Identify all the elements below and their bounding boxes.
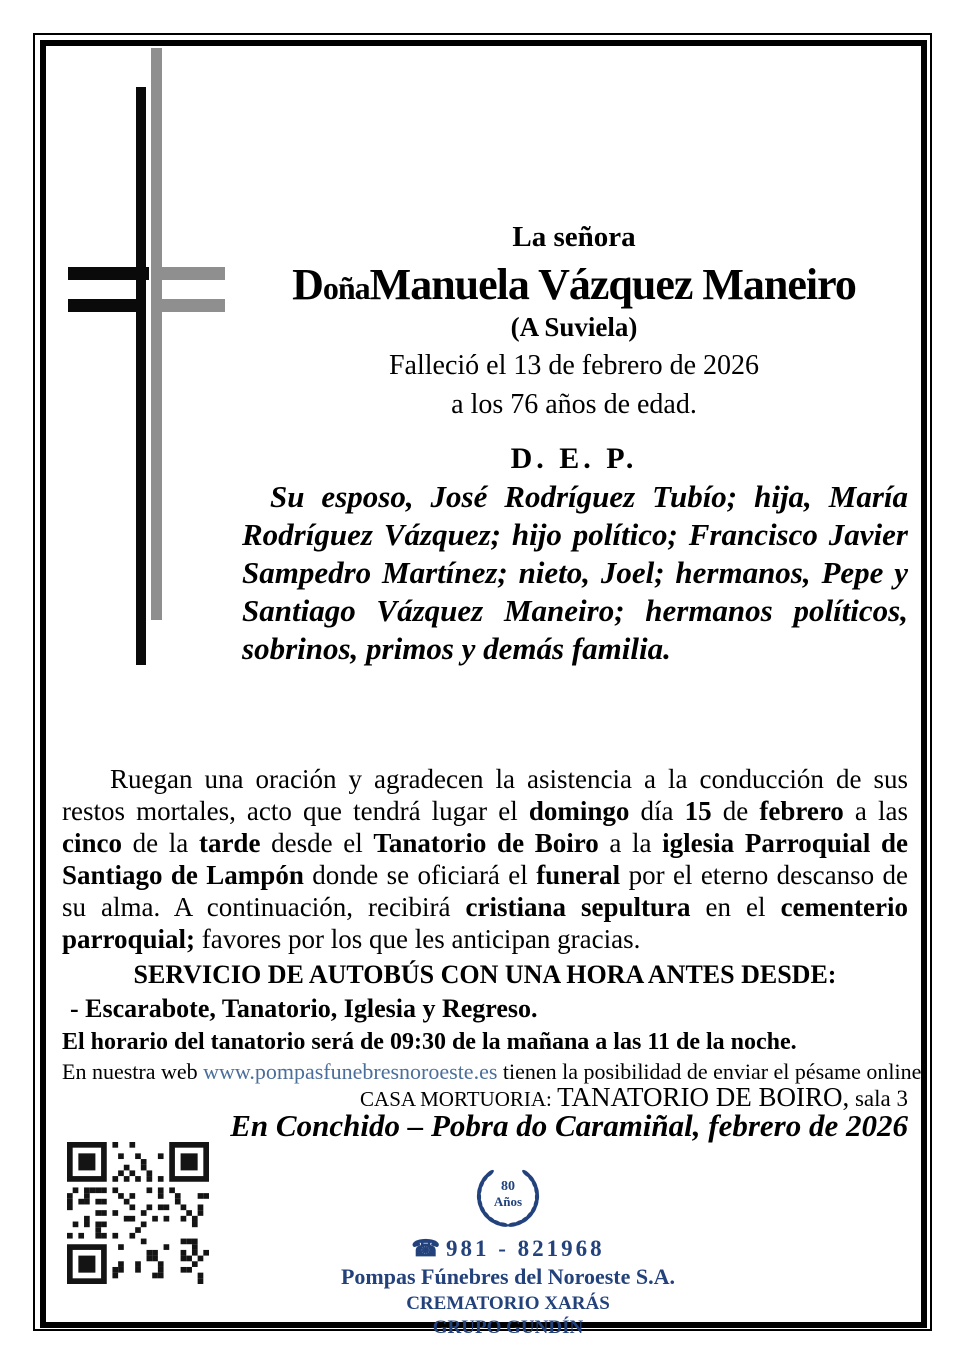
place-date-line: En Conchido – Pobra do Caramiñal, febrero de 2026 — [230, 1108, 908, 1143]
anniversary-label: Años — [493, 1194, 523, 1209]
deceased-name — [240, 260, 908, 311]
family-paragraph: Su esposo, José Rodríguez Tubío; hija, María Rodríguez Vázquez; hijo político; Francisco Javier Sampedro Martínez; nieto, Joel; hermanos, Pepe y Santiago Vázquez Maneiro; hermanos políticos, sobrinos, primos y demás familia. — [242, 479, 908, 666]
phone-number: 981 - 821968 — [445, 1236, 605, 1261]
cross-gray-vertical-bar — [151, 48, 162, 620]
main-paragraph-segment: domingo — [528, 796, 630, 826]
funeral-home-footer — [258, 1156, 758, 1339]
mortuary-place: TANATORIO DE BOIRO, — [557, 1082, 850, 1112]
name-main: Manuela Vázquez Maneiro — [369, 259, 856, 309]
cross-black-vertical-bar — [136, 87, 146, 665]
age-line: a los 76 años de edad. — [451, 389, 697, 421]
name-prefix: Doña — [292, 259, 370, 309]
tanatorio-schedule-line: El horario del tanatorio será de 09:30 de la mañana a las 11 de la noche. — [62, 1029, 797, 1055]
web-line-suffix: tienen la posibilidad de enviar el pésame online. — [497, 1059, 927, 1084]
main-paragraph-segment: por el eterno descanso de su alma. A continuación, recibirá — [62, 860, 909, 922]
main-paragraph-segment: Ruegan una oración y agradecen la asistencia a la conducción de sus restos mortales, acto que tendrá lugar el — [62, 764, 908, 826]
main-paragraph-segment: favores por los que les anticipan gracias. — [195, 924, 641, 954]
main-paragraph-segment: a la — [598, 828, 663, 858]
main-paragraph — [62, 763, 908, 955]
salutation-text: La señora — [512, 221, 636, 253]
main-paragraph-segment: 15 — [684, 796, 712, 826]
main-paragraph-segment: Tanatorio de Boiro — [373, 828, 599, 858]
cross-gray-upper-horizontal-bar — [155, 267, 225, 280]
group-name: GRUPO GUNDÍN — [432, 1317, 584, 1338]
bus-service-heading: SERVICIO DE AUTOBÚS CON UNA HORA ANTES DESDE: — [133, 960, 837, 989]
cross-black-lower-horizontal-bar — [68, 299, 137, 312]
main-paragraph-segment: cementerio parroquial; — [62, 892, 908, 954]
main-paragraph-segment: funeral — [536, 860, 621, 890]
phone-line — [411, 1236, 604, 1262]
website-link[interactable]: www.pompasfunebresnoroeste.es — [203, 1059, 498, 1084]
main-paragraph-segment: desde el — [260, 828, 374, 858]
main-paragraph-segment: donde se oficiará el — [303, 860, 537, 890]
main-paragraph-segment: de la — [122, 828, 199, 858]
mortuary-label: CASA MORTUORIA: — [360, 1087, 558, 1111]
main-paragraph-segment: febrero — [759, 796, 844, 826]
main-paragraph-segment: en el — [690, 892, 781, 922]
cross-gray-lower-horizontal-bar — [152, 299, 225, 312]
death-date-line: Falleció el 13 de febrero de 2026 — [388, 350, 760, 382]
anniversary-years: 80 — [501, 1179, 515, 1194]
company-name: Pompas Fúnebres del Noroeste S.A. — [340, 1264, 676, 1289]
mortuary-room: sala 3 — [849, 1086, 908, 1111]
main-paragraph-segment: iglesia Parroquial de Santiago de Lampón — [62, 828, 908, 890]
qr-code — [62, 1142, 214, 1284]
alias-text: (A Suviela) — [510, 312, 638, 343]
anniversary-wreath-logo — [465, 1156, 551, 1232]
main-paragraph-segment: de — [711, 796, 760, 826]
crematory-name: CREMATORIO XARÁS — [406, 1293, 610, 1314]
web-line-prefix: En nuestra web — [62, 1059, 204, 1084]
header-block — [240, 222, 908, 476]
main-paragraph-segment: tarde — [198, 828, 261, 858]
phone-icon: ☎ — [411, 1236, 440, 1261]
main-paragraph-segment: a las — [843, 796, 909, 826]
main-paragraph-segment: día — [629, 796, 685, 826]
main-paragraph-segment: cristiana sepultura — [465, 892, 691, 922]
bus-route-line: - Escarabote, Tanatorio, Iglesia y Regreso. — [70, 994, 538, 1023]
cross-black-upper-horizontal-bar — [68, 267, 149, 280]
main-paragraph-segment: cinco — [62, 828, 122, 858]
dep-abbreviation: D. E. P. — [510, 442, 638, 476]
